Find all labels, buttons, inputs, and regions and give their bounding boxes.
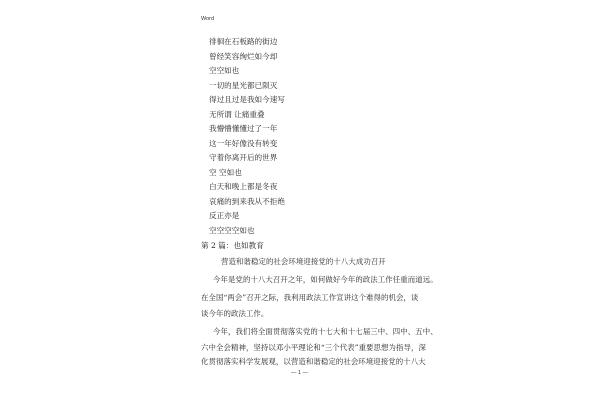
body-line: 今年是党的十八大召开之年，如何做好今年的政法工作任重而道远。	[213, 275, 438, 284]
header-label: Word	[201, 16, 215, 22]
poem-line: 徘徊在石板路的街边	[209, 37, 278, 46]
body-line: 六中全会精神，坚持以邓小平理论和“三个代表”重要思想为指导，深	[201, 343, 426, 352]
poem-line: 白天和晚上都是冬夜	[209, 182, 278, 191]
poem-line: 空空如也	[209, 66, 240, 75]
poem-line: 得过且过是我如今速写	[209, 95, 285, 104]
page-number: — 1 —	[291, 370, 309, 376]
poem-line: 这一年好像没有转变	[209, 138, 278, 148]
poem-line: 守着你离开后的世界	[209, 153, 278, 162]
body-line: 营造和谐稳定的社会环境迎接党的十八大成功召开	[221, 257, 386, 266]
body-line: 在全国“两会”召开之际，我利用政法工作宣讲这个难得的机会，谈	[201, 293, 419, 302]
poem-line: 我懵懵懂懂过了一年	[209, 124, 278, 133]
poem-line: 无所谓 让痛重叠	[209, 109, 265, 119]
poem-line: 一切的星光都已陨灭	[209, 80, 278, 90]
body-line: 今年，我们将全面贯彻落实党的十七大和十七届三中、四中、五中、	[213, 327, 438, 336]
poem-line: 哀痛的到来我从不拒绝	[209, 196, 285, 206]
poem-line: 空 空如也	[209, 167, 242, 177]
poem-line: 空空空空如也	[209, 225, 255, 235]
poem-line: 曾经笑容绚烂如今却	[209, 51, 278, 61]
section-title: 第 2 篇：也如教育	[201, 241, 264, 250]
body-line: 化贯彻落实科学发展观，以营造和谐稳定的社会环境迎接党的十八大	[201, 357, 426, 366]
body-line: 谈今年的政法工作。	[201, 309, 269, 318]
poem-line: 反正亦是	[209, 211, 240, 220]
